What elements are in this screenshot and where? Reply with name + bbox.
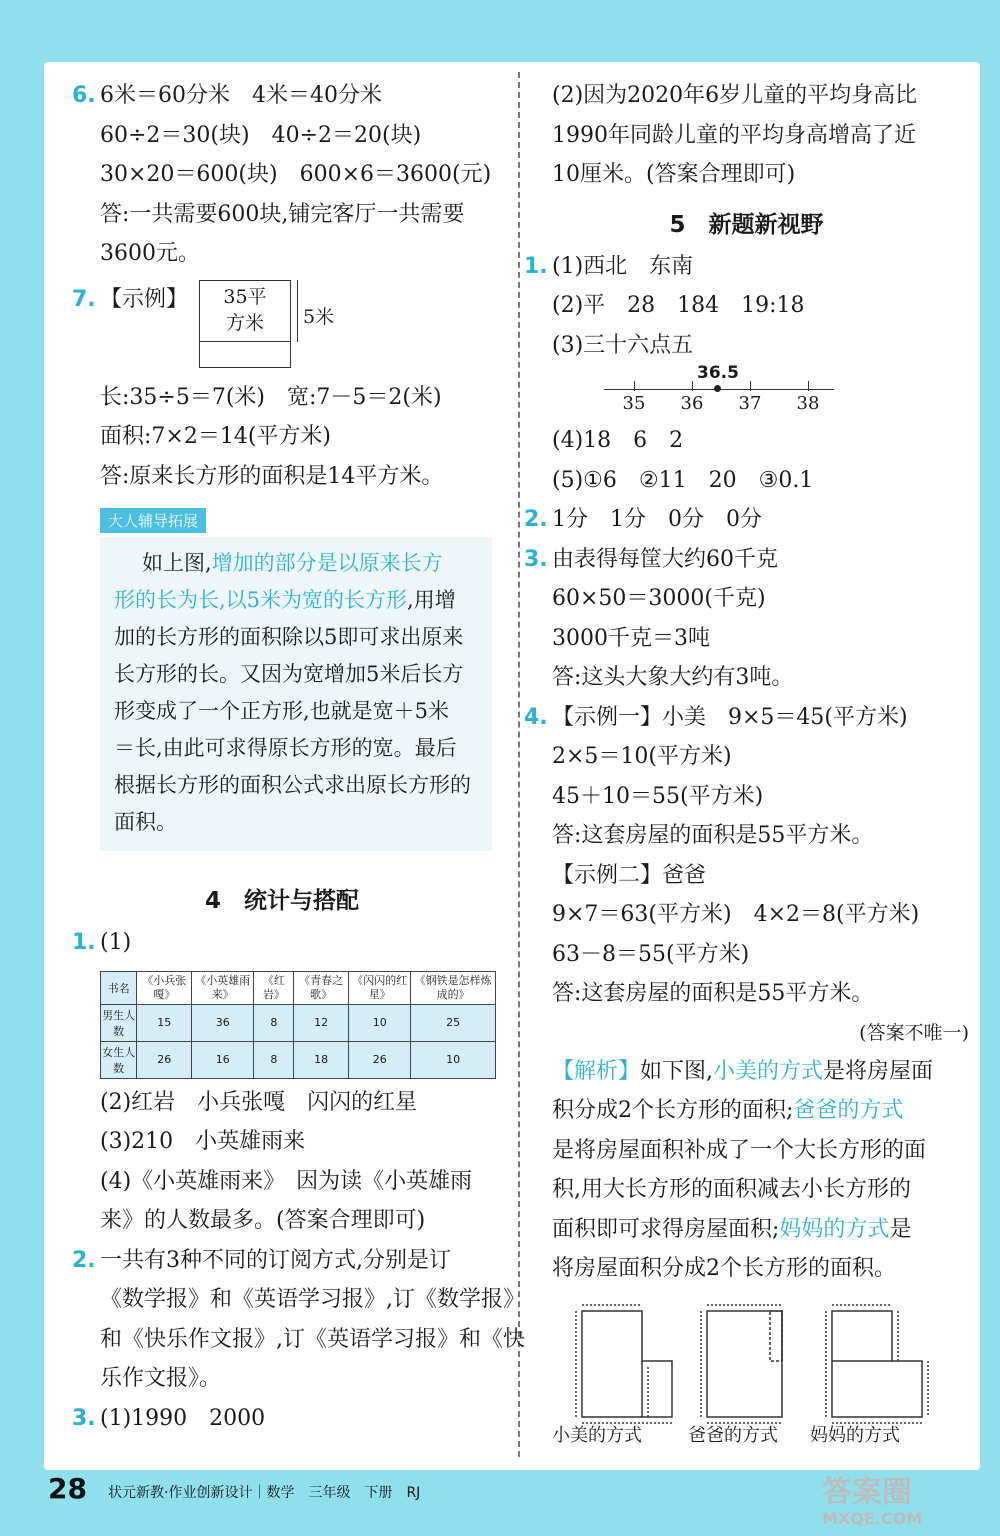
analysis-highlight: 小美的方式 (713, 1058, 824, 1084)
table-row (101, 1004, 496, 1041)
reading-stats-table (100, 971, 496, 1079)
answer-line: 乐作文报》。 (100, 1366, 222, 1391)
table-cell: 16 (192, 1041, 254, 1078)
answer-line: (2)因为2020年6岁儿童的平均身高比 (552, 83, 918, 108)
mama-plan (826, 1305, 928, 1423)
answer-line: (1) (100, 930, 132, 955)
table-cell: 《小兵张嘎》 (137, 971, 192, 1004)
answer-line: (5)①6 ②11 20 ③0.1 (552, 467, 814, 493)
tip-tag: 大人辅导拓展 (100, 508, 206, 533)
answer-line: (4)18 6 2 (552, 428, 684, 453)
tip-box (100, 537, 492, 851)
question-number: 6. (72, 83, 96, 108)
question-6 (72, 76, 492, 274)
table-row (101, 1041, 496, 1078)
table-cell: 12 (294, 1004, 349, 1041)
analysis-text: 积,用大长方形的面积减去小长方形的 (552, 1177, 911, 1202)
question-number: 1. (524, 253, 548, 279)
answer-line: 45＋10＝55(平方米) (552, 783, 764, 809)
question-7 (72, 280, 492, 497)
number-line-tick (750, 381, 751, 391)
right-column (524, 76, 969, 1457)
answer-page (44, 62, 980, 1470)
table-cell: 《闪闪的红星》 (349, 971, 411, 1004)
answer-line: 一共有3种不同的订阅方式,分别是订 (100, 1247, 451, 1273)
answer-line: (4)《小英雄雨来》 因为读《小英雄雨 (100, 1168, 473, 1194)
table-cell: 18 (294, 1041, 349, 1078)
answer-line: 答:原来长方形的面积是14平方米。 (100, 463, 444, 489)
answer-line: 63－8＝55(平方米) (552, 941, 750, 967)
tip-text: 形变成了一个正方形,也就是宽＋5米 (114, 699, 450, 723)
analysis-tag: 【解析】 (552, 1058, 641, 1084)
answer-line: 《数学报》和《英语学习报》,订《数学报》 (100, 1287, 525, 1312)
table-cell: 25 (411, 1004, 496, 1041)
question-number: 4. (524, 704, 548, 730)
answer-line: 2×5＝10(平方米) (552, 744, 732, 769)
page-number: 28 (48, 1472, 87, 1505)
section5-question-2 (524, 500, 969, 540)
tip-text: ＝长,由此可求得原长方形的宽。最后 (114, 736, 457, 760)
section-title: 5 新题新视野 (669, 211, 824, 238)
answer-note: (答案不唯一) (859, 1021, 969, 1044)
answer-line: 答:一共需要600块,铺完客厅一共需要 (100, 201, 465, 227)
area-method-figures (552, 1297, 969, 1457)
watermark-text: 答案圈 (822, 1475, 912, 1510)
number-line (604, 365, 844, 421)
table-cell: 《钢铁是怎样炼成的》 (411, 971, 496, 1004)
answer-line: 面积:7×2＝14(平方米) (100, 424, 332, 449)
answer-line: (2)红岩 小兵张嘎 闪闪的红星 (100, 1089, 418, 1115)
dimension-label: 5米 (303, 305, 335, 328)
table-cell: 8 (254, 1004, 294, 1041)
column-divider (518, 72, 520, 1457)
analysis-text: 面积即可求得房屋面积; (552, 1216, 780, 1242)
section4-question-2 (72, 1241, 525, 1399)
left-column (72, 76, 525, 1438)
answer-line: 【示例一】小美 9×5＝45(平方米) (552, 704, 908, 730)
analysis-highlight: 妈妈的方式 (779, 1216, 890, 1242)
answer-line: (1)1990 2000 (100, 1405, 266, 1431)
dimension-line (297, 280, 299, 342)
tip-highlight: 增加的部分是以原来长方 (211, 551, 443, 575)
number-line-label: 37 (738, 393, 762, 414)
figure-caption: 爸爸的方式 (688, 1424, 778, 1446)
number-line-label: 35 (622, 393, 646, 414)
answer-line: 9×7＝63(平方米) 4×2＝8(平方米) (552, 902, 920, 927)
question-number: 7. (72, 286, 96, 312)
answer-line: 1分 1分 0分 0分 (552, 507, 762, 532)
table-header-row (101, 971, 496, 1004)
tip-text: 面积。 (114, 810, 177, 834)
baba-plan (701, 1305, 782, 1423)
table-cell: 36 (192, 1004, 254, 1041)
answer-line: (1)西北 东南 (552, 253, 694, 279)
watermark-subtext: MXQE.COM (822, 1509, 923, 1528)
answer-line: 3000千克＝3吨 (552, 625, 710, 651)
section5-question-3 (524, 540, 969, 698)
analysis (524, 1052, 969, 1457)
answer-line: 30×20＝600(块) 600×6＝3600(元) (100, 162, 492, 187)
table-cell: 8 (254, 1041, 294, 1078)
table-cell: 26 (349, 1041, 411, 1078)
question-number: 3. (72, 1405, 96, 1431)
question-number: 3. (524, 546, 548, 572)
table-cell: 男生人数 (101, 1004, 137, 1041)
analysis-highlight: 爸爸的方式 (793, 1098, 904, 1123)
rectangle-figure (199, 280, 349, 372)
analysis-text: 是将房屋面 (823, 1058, 934, 1084)
section4-question-3 (72, 1399, 492, 1439)
table-cell: 书名 (101, 971, 137, 1004)
tip-highlight: 形的长为长,以5米为宽的长方形 (114, 588, 408, 612)
tip-text: 根据长方形的面积公式求出原长方形的 (114, 773, 471, 797)
number-line-point (714, 385, 721, 392)
floor-plan-diagrams (552, 1297, 972, 1427)
answer-line: (3)三十六点五 (552, 332, 694, 358)
xiaomei-plan (576, 1305, 672, 1423)
answer-line: (2)平 28 184 19:18 (552, 293, 805, 318)
question-number: 2. (524, 507, 548, 532)
answer-line: 【示例二】爸爸 (552, 862, 707, 888)
number-line-point-label: 36.5 (697, 363, 739, 383)
answer-line: 和《快乐作文报》,订《英语学习报》和《快 (100, 1326, 525, 1352)
answer-line: 答:这套房屋的面积是55平方米。 (552, 981, 874, 1006)
question-number: 1. (72, 930, 96, 955)
table-cell: 15 (137, 1004, 192, 1041)
number-line-tick (692, 381, 693, 391)
example-tag: 【示例】 (100, 286, 189, 312)
figure-area-label: 35平 方米 (199, 280, 291, 342)
watermark-logo (822, 1476, 962, 1532)
answer-line: (3)210 小英雄雨来 (100, 1129, 306, 1154)
table-cell: 《红岩》 (254, 971, 294, 1004)
answer-line: 60÷2＝30(块) 40÷2＝20(块) (100, 122, 422, 148)
analysis-text: 积分成2个长方形的面积; (552, 1098, 794, 1123)
answer-line: 答:这头大象大约有3吨。 (552, 665, 794, 690)
tip-text: ,用增 (407, 588, 456, 612)
analysis-text: 是 (889, 1216, 912, 1242)
table-cell: 26 (137, 1041, 192, 1078)
question-number: 2. (72, 1247, 96, 1273)
tutor-tip (100, 502, 492, 851)
figure-caption: 妈妈的方式 (810, 1424, 900, 1446)
analysis-text: 是将房屋面积补成了一个大长方形的面 (552, 1137, 927, 1163)
number-line-tick (808, 381, 809, 391)
table-cell: 10 (411, 1041, 496, 1078)
section4-question-3-continued (524, 76, 969, 195)
table-cell: 女生人数 (101, 1041, 137, 1078)
figure-caption: 小美的方式 (552, 1424, 642, 1446)
tip-text: 长方形的长。又因为宽增加5米后长方 (114, 662, 464, 686)
table-cell: 10 (349, 1004, 411, 1041)
table-cell: 《青春之歌》 (294, 971, 349, 1004)
answer-line: 来》的人数最多。(答案合理即可) (100, 1208, 426, 1233)
section5-question-1 (524, 247, 969, 501)
book-title: 状元新教·作业创新设计｜数学 三年级 下册 RJ (108, 1485, 421, 1501)
answer-line: 答:这套房屋的面积是55平方米。 (552, 823, 874, 848)
section4-question-1 (72, 923, 492, 1241)
analysis-text: 将房屋面积分成2个长方形的面积。 (552, 1256, 896, 1281)
section-title: 4 统计与搭配 (204, 888, 359, 914)
tip-text: 如上图, (142, 551, 212, 575)
answer-line: 6米＝60分米 4米＝40分米 (100, 83, 382, 108)
number-line-label: 36 (680, 393, 704, 414)
tip-text: 加的长方形的面积除以5即可求出原来 (114, 625, 464, 649)
answer-line: 10厘米。(答案合理即可) (552, 162, 796, 187)
answer-line: 1990年同龄儿童的平均身高增高了近 (552, 122, 916, 148)
number-line-label: 38 (796, 393, 820, 414)
number-line-tick (634, 381, 635, 391)
answer-line: 长:35÷5＝7(米) 宽:7－5＝2(米) (100, 384, 442, 410)
answer-line: 60×50＝3000(千克) (552, 586, 766, 611)
table-cell: 《小英雄雨来》 (192, 971, 254, 1004)
analysis-text: 如下图, (640, 1058, 714, 1084)
answer-line: 由表得每筐大约60千克 (552, 546, 778, 572)
answer-line: 3600元。 (100, 241, 200, 266)
section5-question-4 (524, 698, 969, 1052)
